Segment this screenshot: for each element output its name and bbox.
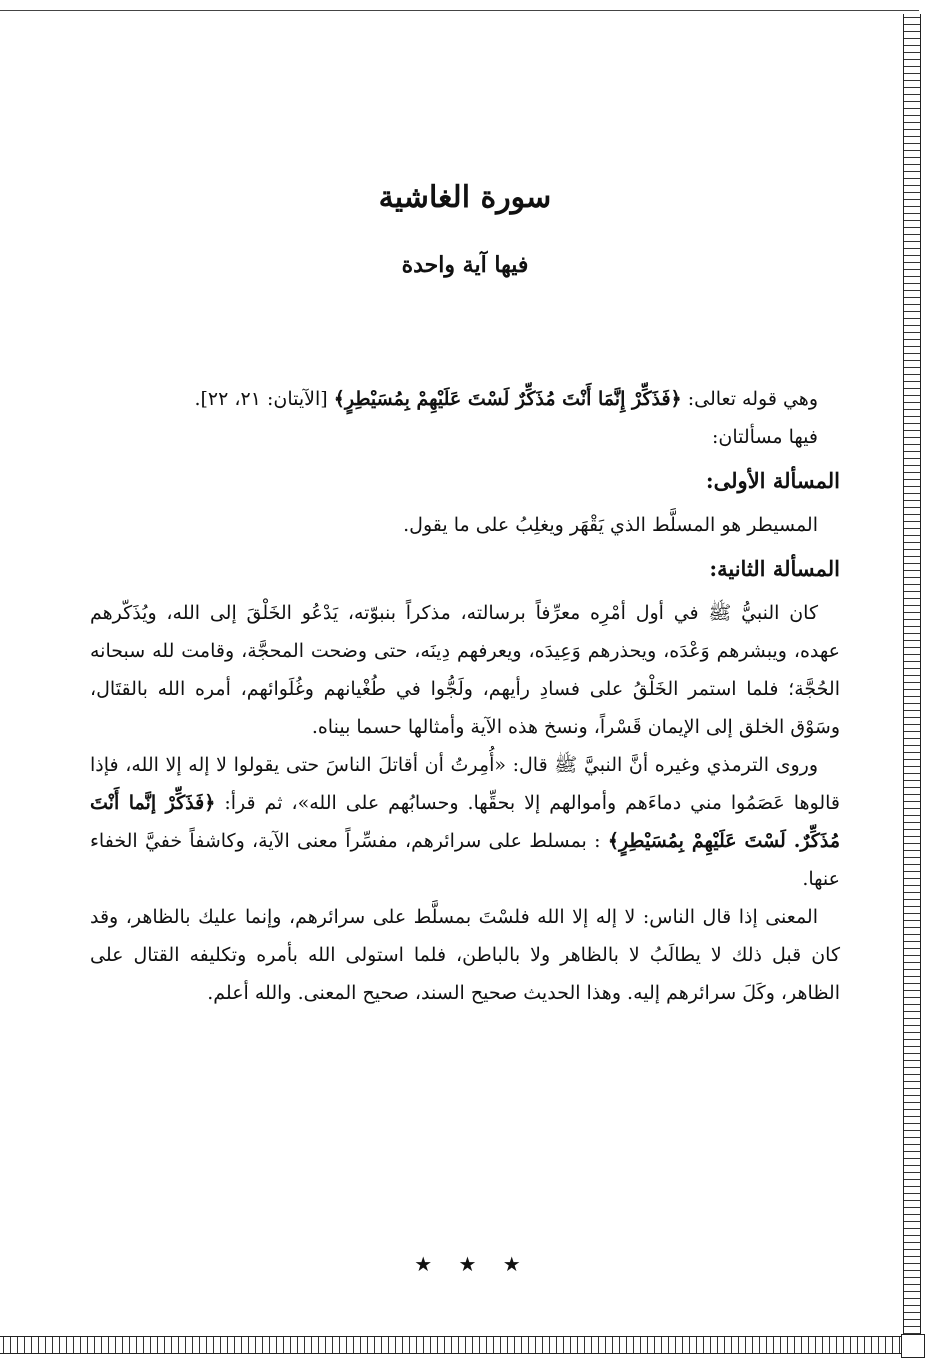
body-text	[90, 380, 840, 1012]
surah-title: سورة الغاشية	[378, 180, 552, 215]
question-2-paragraph-1: كان النبيُّ ﷺ في أول أمْرِه معرِّفاً برسالته، مذكراً بنبوّته، يَدْعُو الخَلْقَ إلى الله، ويُذَكّرهم عهده، ويبشرهم وَعْدَه، ويحذرهم وَعِيدَه، ويعرفهم دِينَه، حتى وضحت المحجَّة، وقامت لله سبحانه الحُجَّة؛ فلما استمر الخَلْقُ على فسادِ رأيهم، ولَجُّوا في طُغْيانهم وغُلَوائهم، أمره الله بالقتَال، وسَوْق الخلق إلى الإيمان قَسْراً، ونسخ هذه الآية وأمثالها حسما بيناه.	[90, 602, 840, 738]
question-2-paragraph-2	[90, 746, 840, 898]
intro-paragraph	[90, 380, 840, 418]
question-2-heading: المسألة الثانية:	[709, 556, 840, 581]
question-1-heading: المسألة الأولى:	[705, 468, 840, 493]
paragraph-2-hadith: وروى الترمذي وغيره أنَّ النبيَّ ﷺ قال: «أُمِرتُ أن أقاتلَ الناسَ حتى يقولوا لا إله إلا الله، فإذا قالوها عَصَمُوا مني دماءَهم وأموالهم إلا بحقِّها. وحسابُهم على الله»، ثم قرأ:	[90, 754, 840, 814]
question-1-text: المسيطر هو المسلَّط الذي يَقْهَر ويغلِبُ على ما يقول.	[403, 514, 818, 536]
page-border-right	[903, 14, 921, 1336]
section-end-stars: ★ ★ ★	[414, 1252, 531, 1276]
paragraph-2-verse: ﴿فَذَكِّرْ إنَّما أَنْتَ مُذَكِّرٌ. لَسْتَ عَلَيْهِمْ بِمُسَيْطِرٍ﴾	[90, 792, 840, 852]
intro-lead: وهي قوله تعالى:	[687, 388, 818, 410]
intro-verse: ﴿فَذَكِّرْ إِنَّمَا أَنْتَ مُذَكِّرٌ لَسْتَ عَلَيْهِمْ بِمُسَيْطِرٍ﴾	[333, 388, 682, 410]
questions-intro: فيها مسألتان:	[712, 426, 818, 448]
intro-reference: [الآيتان: ٢١، ٢٢].	[194, 388, 328, 410]
paragraph-2-commentary: : بمسلط على سرائرهم، مفسِّراً معنى الآية، وكاشفاً خفيَّ الخفاء عنها.	[90, 830, 840, 890]
page-border-corner	[901, 1334, 925, 1358]
page-border-bottom	[0, 1336, 919, 1354]
page-border-top	[0, 10, 919, 11]
question-2-paragraph-3: المعنى إذا قال الناس: لا إله إلا الله فلسْتَ بمسلَّط على سرائرهم، وإنما عليك بالظاهر، وقد كان قبل ذلك لا يطالَبُ لا بالظاهر ولا بالباطن، فلما استولى الله بأمره وتكليفه القتال على الظاهر، وكَلَ سرائرهم إليه. وهذا الحديث صحيح السند، صحيح المعنى. والله أعلم.	[90, 906, 840, 1004]
surah-subtitle: فيها آية واحدة	[401, 252, 529, 278]
